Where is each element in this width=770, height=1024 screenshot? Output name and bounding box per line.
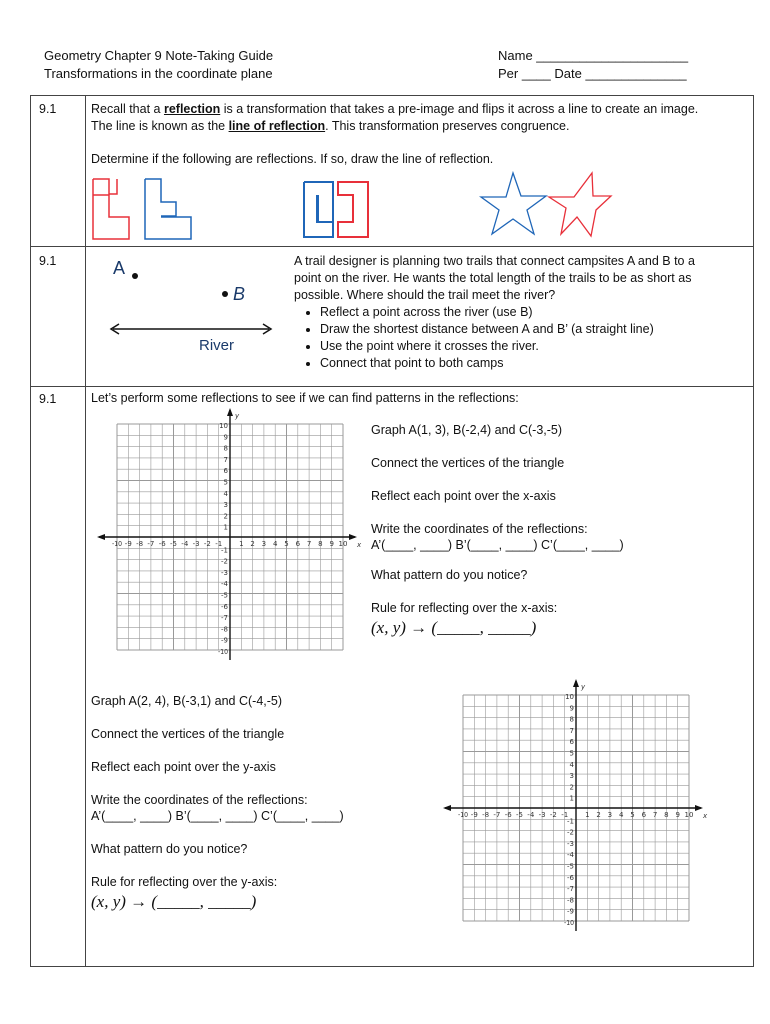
x-tick-label: -5 xyxy=(170,540,177,548)
instruction: Write the coordinates of the reflections: xyxy=(91,793,308,807)
x-tick-label: -10 xyxy=(458,811,468,819)
y-tick-label: -8 xyxy=(567,896,574,905)
y-tick-label: 4 xyxy=(223,489,228,498)
x-tick-label: 5 xyxy=(630,811,635,819)
x-axis-instructions xyxy=(371,422,624,636)
x-tick-label: -9 xyxy=(124,540,132,548)
x-tick-label: 2 xyxy=(250,540,255,548)
y-tick-label: -9 xyxy=(567,907,574,916)
y-tick-label: 10 xyxy=(565,693,574,701)
x-tick-label: 1 xyxy=(585,811,590,819)
y-tick-label: -5 xyxy=(567,862,574,871)
x-tick-label: -4 xyxy=(181,540,189,548)
rule-label: Rule for reflecting over the x-axis: xyxy=(371,601,558,615)
river-label: River xyxy=(199,337,235,354)
x-tick-label: 1 xyxy=(239,540,244,548)
river-diagram xyxy=(101,254,281,354)
x-tick-label: -5 xyxy=(516,811,523,819)
y-axis-instructions xyxy=(91,693,344,910)
x-tick-label: 9 xyxy=(675,811,680,819)
x-tick-label: 4 xyxy=(618,811,624,819)
instruction: Graph A(2, 4), B(-3,1) and C(-4,-5) xyxy=(91,694,283,708)
y-tick-label: -10 xyxy=(564,919,574,927)
x-tick-label: 10 xyxy=(684,811,694,819)
y-tick-label: -2 xyxy=(567,828,574,837)
red-star-shape xyxy=(549,173,611,236)
y-tick-label: -8 xyxy=(221,625,228,634)
y-tick-label: -4 xyxy=(221,580,228,589)
y-tick-label: 5 xyxy=(569,749,574,758)
header-right xyxy=(498,47,688,83)
reflection-definition xyxy=(91,101,706,135)
x-tick-label: -2 xyxy=(549,811,557,819)
x-tick-label: -10 xyxy=(112,540,122,548)
x-tick-label: -1 xyxy=(215,540,223,548)
y-tick-label: -4 xyxy=(567,851,574,860)
x-tick-label: -8 xyxy=(482,811,490,819)
y-tick-label: 1 xyxy=(223,523,228,532)
y-tick-label: 1 xyxy=(569,794,574,803)
point-a-label: A xyxy=(113,258,126,278)
coords-blanks[interactable]: A’(____, ____) B’(____, ____) C’(____, ____) xyxy=(91,809,344,823)
coordinate-grid-x[interactable] xyxy=(91,408,366,668)
x-tick-label: 5 xyxy=(284,540,289,548)
question: What pattern do you notice? xyxy=(91,842,248,856)
y-tick-label: 8 xyxy=(569,715,574,724)
x-tick-label: -3 xyxy=(192,540,200,548)
x-tick-label: -6 xyxy=(158,540,166,548)
instruction: Reflect each point over the x-axis xyxy=(371,489,556,503)
y-tick-label: 8 xyxy=(223,444,228,453)
section-number: 9.1 xyxy=(39,254,57,268)
y-tick-label: 2 xyxy=(569,783,574,792)
y-tick-label: 3 xyxy=(223,501,228,510)
x-tick-label: -8 xyxy=(136,540,144,548)
trail-paragraph: A trail designer is planning two trails that connect campsites A and B to a point on the river. He wants the total length of the trails to be as short as possible. Where should the trail meet the river? xyxy=(294,254,695,302)
x-tick-label: -4 xyxy=(527,811,535,819)
trail-steps xyxy=(294,304,719,372)
y-tick-label: 7 xyxy=(223,455,228,464)
coordinate-grid-y[interactable] xyxy=(437,679,712,939)
text: . This transformation preserves congruence. xyxy=(325,119,570,133)
row-divider xyxy=(31,386,753,387)
step: • Use the point where it crosses the river. xyxy=(320,338,719,355)
x-tick-label: 9 xyxy=(329,540,334,548)
arrow-up-icon xyxy=(227,408,233,416)
y-tick-label: -7 xyxy=(221,614,228,623)
rule-label: Rule for reflecting over the y-axis: xyxy=(91,875,278,889)
arrow-right-icon xyxy=(349,534,357,540)
text: Recall that a xyxy=(91,102,164,116)
x-tick-label: 6 xyxy=(295,540,301,548)
per-date-field[interactable]: Per ____ Date ______________ xyxy=(498,66,687,81)
instruction: Connect the vertices of the triangle xyxy=(371,456,565,470)
instruction: Graph A(1, 3), B(-2,4) and C(-3,-5) xyxy=(371,423,563,437)
x-tick-label: -7 xyxy=(147,540,155,548)
y-tick-label: 7 xyxy=(569,726,574,735)
x-tick-label: -6 xyxy=(504,811,512,819)
x-tick-label: 7 xyxy=(652,811,658,819)
step: • Connect that point to both camps xyxy=(320,355,719,372)
notes-table xyxy=(30,95,754,967)
trail-problem xyxy=(294,253,719,372)
y-tick-label: -6 xyxy=(567,873,574,882)
x-tick-label: 3 xyxy=(261,540,267,548)
y-tick-label: -1 xyxy=(221,546,228,555)
doc-title: Geometry Chapter 9 Note-Taking Guide xyxy=(44,48,274,63)
y-tick-label: 5 xyxy=(223,478,228,487)
point-b-label: B xyxy=(233,284,246,304)
step: • Reflect a point across the river (use B) xyxy=(320,304,719,321)
y-tick-label: 2 xyxy=(223,512,228,521)
y-tick-label: -3 xyxy=(567,839,574,848)
instruction: Reflect each point over the y-axis xyxy=(91,760,276,774)
y-tick-label: 9 xyxy=(569,704,574,713)
instruction: Connect the vertices of the triangle xyxy=(91,727,285,741)
instruction: Write the coordinates of the reflections: xyxy=(371,522,588,536)
reflections-intro: Let’s perform some reflections to see if we can find patterns in the reflections: xyxy=(91,391,519,405)
y-tick-label: -3 xyxy=(221,568,228,577)
arrow-left-icon xyxy=(443,805,451,811)
y-tick-label: 3 xyxy=(569,772,574,781)
question: What pattern do you notice? xyxy=(371,568,528,582)
y-tick-label: -1 xyxy=(567,817,574,826)
y-tick-label: 9 xyxy=(223,433,228,442)
red-bracket-shape xyxy=(338,182,368,237)
reflection-prompt: Determine if the following are reflections. If so, draw the line of reflection. xyxy=(91,152,494,166)
term-line-of-reflection: line of reflection xyxy=(228,119,326,133)
x-tick-label: 4 xyxy=(272,540,278,548)
x-tick-label: 8 xyxy=(664,811,669,819)
blue-star-shape xyxy=(481,173,546,234)
reflection-shapes xyxy=(86,171,646,241)
y-tick-label: -2 xyxy=(221,557,228,566)
arrow-right-icon xyxy=(695,805,703,811)
x-tick-label: 7 xyxy=(306,540,312,548)
rule-formula[interactable]: (x, y) → (_____, _____) xyxy=(371,618,537,637)
blue-l-shape xyxy=(145,179,191,239)
blue-bracket-shape xyxy=(304,182,333,237)
x-axis-label: x xyxy=(703,812,708,820)
x-tick-label: 6 xyxy=(641,811,647,819)
red-l-shape xyxy=(93,179,129,239)
term-reflection: reflection xyxy=(163,102,221,116)
x-axis-label: x xyxy=(357,541,362,549)
name-field[interactable]: Name _____________________ xyxy=(498,48,689,63)
text: is a transformation that takes a pre-image and flips it across a line to create an image. The line is known as the xyxy=(91,102,699,133)
arrow-left-icon xyxy=(97,534,105,540)
y-tick-label: -10 xyxy=(218,648,228,656)
x-tick-label: -3 xyxy=(538,811,546,819)
y-axis-label: y xyxy=(235,412,240,420)
x-tick-label: 8 xyxy=(318,540,323,548)
x-tick-label: -1 xyxy=(561,811,569,819)
header-left xyxy=(44,47,273,83)
doc-subtitle: Transformations in the coordinate plane xyxy=(44,66,273,81)
section-number: 9.1 xyxy=(39,392,57,406)
y-tick-label: -6 xyxy=(221,602,228,611)
y-tick-label: 6 xyxy=(569,738,574,747)
row-divider xyxy=(31,246,753,247)
y-axis-label: y xyxy=(581,683,586,691)
point-b xyxy=(222,291,228,297)
y-tick-label: -9 xyxy=(221,636,228,645)
coords-blanks[interactable]: A’(____, ____) B’(____, ____) C’(____, ____) xyxy=(371,538,624,552)
y-tick-label: 10 xyxy=(219,422,228,430)
x-tick-label: 3 xyxy=(607,811,613,819)
section-number: 9.1 xyxy=(39,102,57,116)
x-tick-label: -9 xyxy=(470,811,478,819)
x-tick-label: -2 xyxy=(203,540,211,548)
arrow-up-icon xyxy=(573,679,579,687)
y-tick-label: 4 xyxy=(569,760,574,769)
step: • Draw the shortest distance between A and B’ (a straight line) xyxy=(320,321,719,338)
x-tick-label: -7 xyxy=(493,811,501,819)
x-tick-label: 10 xyxy=(338,540,348,548)
y-tick-label: -5 xyxy=(221,591,228,600)
y-tick-label: -7 xyxy=(567,885,574,894)
rule-formula[interactable]: (x, y) → (_____, _____) xyxy=(91,892,257,911)
x-tick-label: 2 xyxy=(596,811,601,819)
y-tick-label: 6 xyxy=(223,467,228,476)
point-a xyxy=(132,273,138,279)
